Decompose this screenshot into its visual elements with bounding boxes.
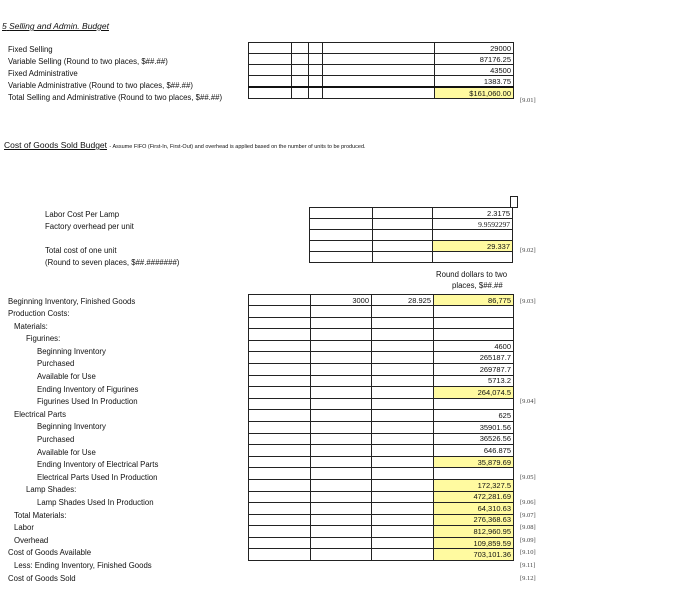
cogs-row-value[interactable]: 64,310.63 [434, 503, 514, 515]
empty-cell[interactable] [249, 537, 311, 549]
empty-cell[interactable] [249, 421, 311, 433]
cogs-row-label: Beginning Inventory [37, 422, 106, 432]
empty-cell[interactable] [309, 65, 323, 76]
empty-cell[interactable] [311, 387, 372, 399]
cogs-row-value[interactable]: 5713.2 [434, 375, 514, 387]
empty-cell[interactable] [249, 65, 292, 76]
cogs-row-value[interactable]: 4600 [434, 340, 514, 352]
total-unit-cost-note: (Round to seven places, $##.#######) [45, 258, 180, 267]
beginning-unit-cost[interactable]: 28.925 [372, 295, 434, 306]
empty-cell[interactable] [309, 43, 323, 54]
selling-admin-label: Total Selling and Administrative (Round to two places, $##.##) [8, 93, 223, 102]
round-note-line2: places, $##.## [452, 281, 503, 290]
empty-cell[interactable] [372, 306, 434, 318]
empty-cell[interactable] [372, 352, 434, 364]
empty-cell[interactable] [249, 398, 311, 410]
beginning-inventory-fg-label: Beginning Inventory, Finished Goods [8, 297, 136, 306]
empty-cell[interactable] [323, 43, 435, 54]
section-title: 5 Selling and Admin. Budget [2, 21, 109, 31]
empty-cell[interactable] [323, 54, 435, 65]
empty-cell[interactable] [372, 421, 434, 433]
selling-admin-value[interactable]: $161,060.00 [435, 87, 514, 99]
beginning-total[interactable]: 86,775 [434, 295, 514, 306]
cogs-row-value[interactable]: 35901.56 [434, 421, 514, 433]
empty-cell[interactable] [311, 537, 372, 549]
empty-cell[interactable] [323, 87, 435, 99]
unit-cost-grid [309, 207, 513, 263]
cogs-row-label: Cost of Goods Available [8, 548, 92, 558]
cogs-row-value[interactable]: 172,327.5 [434, 479, 514, 491]
empty-cell[interactable] [311, 456, 372, 468]
empty-cell[interactable] [292, 65, 309, 76]
cogs-row-label: Purchased [37, 359, 75, 369]
selling-admin-value[interactable]: 29000 [435, 43, 514, 54]
empty-cell[interactable] [372, 317, 434, 329]
empty-cell[interactable] [311, 549, 372, 561]
empty-cell[interactable] [372, 468, 434, 480]
cogs-row-label: Electrical Parts [14, 409, 66, 419]
labor-cost-value[interactable]: 2.3175 [433, 208, 513, 219]
selling-admin-label: Variable Administrative (Round to two places, $##.##) [8, 81, 193, 90]
cogs-note: - Assume FIFO (First-In, First-Out) and overhead is applied based on the number of units to be produced. [109, 144, 366, 150]
empty-cell[interactable] [309, 54, 323, 65]
cogs-row-label: Available for Use [37, 372, 96, 381]
empty-cell[interactable] [311, 329, 372, 341]
cogs-row-value[interactable]: 36526.56 [434, 433, 514, 445]
empty-cell[interactable] [292, 54, 309, 65]
empty-cell[interactable] [311, 421, 372, 433]
cogs-row-value[interactable] [434, 317, 514, 329]
empty-cell[interactable] [249, 456, 311, 468]
ref-9-01: [9.01] [520, 97, 536, 104]
cogs-row-value[interactable]: 703,101.36 [434, 549, 514, 561]
cogs-row-value[interactable]: 472,281.69 [434, 491, 514, 503]
cogs-row-label: Beginning Inventory [37, 346, 106, 356]
empty-cell[interactable] [309, 76, 323, 88]
cogs-row-label: Cost of Goods Sold [8, 573, 76, 583]
cogs-row-label: Electrical Parts Used In Production [37, 472, 158, 482]
empty-cell[interactable] [249, 76, 292, 88]
empty-cell[interactable] [249, 468, 311, 480]
cogs-row-label: Materials: [14, 321, 48, 331]
empty-cell[interactable] [309, 87, 323, 99]
empty-cell[interactable] [372, 549, 434, 561]
empty-cell[interactable] [372, 363, 434, 375]
empty-cell[interactable] [249, 549, 311, 561]
cogs-row-label: Figurines: [26, 334, 61, 344]
empty-cell[interactable] [311, 503, 372, 515]
selling-admin-value[interactable]: 43500 [435, 65, 514, 76]
cogs-row-ref: [9.10] [520, 549, 536, 557]
cogs-row-value[interactable]: 265187.7 [434, 352, 514, 364]
empty-cell[interactable] [249, 491, 311, 503]
empty-cell[interactable] [311, 306, 372, 318]
empty-cell[interactable] [311, 479, 372, 491]
empty-cell[interactable] [372, 398, 434, 410]
empty-cell[interactable] [292, 87, 309, 99]
cogs-row-value[interactable]: 276,368.63 [434, 514, 514, 526]
empty-cell[interactable] [249, 514, 311, 526]
empty-cell[interactable] [372, 387, 434, 399]
selling-admin-value[interactable]: 1383.75 [435, 76, 514, 88]
empty-cell[interactable] [372, 340, 434, 352]
empty-cell[interactable] [372, 410, 434, 422]
overhead-label: Factory overhead per unit [45, 222, 134, 231]
empty-cell[interactable] [372, 479, 434, 491]
empty-cell[interactable] [249, 479, 311, 491]
cogs-row-label: Overhead [14, 535, 49, 545]
empty-cell[interactable] [249, 340, 311, 352]
empty-cell[interactable] [372, 537, 434, 549]
cogs-header [4, 140, 366, 150]
selling-admin-grid [248, 42, 514, 99]
cogs-row-ref: [9.05] [520, 473, 536, 481]
cogs-row-value[interactable]: 264,074.5 [434, 387, 514, 399]
empty-cell[interactable] [372, 514, 434, 526]
empty-cell[interactable] [249, 526, 311, 538]
cogs-row-label: Total Materials: [14, 510, 67, 520]
empty-cell[interactable] [249, 387, 311, 399]
empty-cell[interactable] [323, 76, 435, 88]
cogs-row-label: Lamp Shades: [26, 485, 77, 495]
empty-cell[interactable] [372, 375, 434, 387]
empty-cell[interactable] [372, 329, 434, 341]
cogs-row-value[interactable]: 269787.7 [434, 363, 514, 375]
cogs-row-label: Purchased [37, 435, 75, 444]
cogs-row-value[interactable]: 646.875 [434, 445, 514, 457]
empty-cell[interactable] [372, 433, 434, 445]
cogs-row-label: Figurines Used In Production [37, 397, 138, 407]
cogs-row-label: Ending Inventory of Electrical Parts [37, 460, 159, 470]
empty-cell[interactable] [372, 445, 434, 457]
total-unit-cost-label: Total cost of one unit [45, 246, 117, 255]
empty-cell[interactable] [311, 317, 372, 329]
cogs-row-value[interactable]: 625 [434, 410, 514, 422]
empty-cell[interactable] [249, 433, 311, 445]
empty-cell[interactable] [249, 329, 311, 341]
selling-admin-value[interactable]: 87176.25 [435, 54, 514, 65]
empty-cell[interactable] [372, 491, 434, 503]
cogs-row-ref: [9.07] [520, 511, 536, 519]
empty-cell[interactable] [372, 526, 434, 538]
ref-9-03: [9.03] [520, 298, 536, 305]
empty-cell[interactable] [249, 54, 292, 65]
cogs-row-label: Labor [14, 523, 34, 533]
empty-cell[interactable] [311, 526, 372, 538]
cogs-row-value[interactable]: 35,879.69 [434, 456, 514, 468]
empty-cell[interactable] [311, 363, 372, 375]
empty-cell[interactable] [372, 503, 434, 515]
cogs-row-value[interactable] [434, 398, 514, 410]
selling-admin-label: Variable Selling (Round to two places, $##.##) [8, 57, 168, 66]
empty-cell[interactable] [311, 375, 372, 387]
beginning-units[interactable]: 3000 [311, 295, 372, 306]
cogs-row-value[interactable] [434, 329, 514, 341]
empty-cell[interactable] [249, 503, 311, 515]
empty-cell[interactable] [249, 352, 311, 364]
empty-cell[interactable] [292, 43, 309, 54]
cogs-row-value[interactable]: 812,960.95 [434, 526, 514, 538]
empty-cell[interactable] [372, 456, 434, 468]
cogs-row-label: Ending Inventory of Figurines [37, 384, 139, 394]
overhead-value[interactable]: 9.9592297 [433, 219, 513, 230]
cogs-grid [248, 294, 514, 561]
empty-cell[interactable] [311, 445, 372, 457]
cogs-row-value[interactable]: 109,859.59 [434, 537, 514, 549]
empty-cell[interactable] [249, 375, 311, 387]
round-note-line1: Round dollars to two [436, 270, 508, 279]
empty-cell[interactable] [249, 87, 292, 99]
cogs-row-label: Production Costs: [8, 309, 70, 318]
selling-admin-label: Fixed Selling [8, 45, 53, 54]
selling-admin-label: Fixed Administrative [8, 69, 78, 78]
cogs-row-ref: [9.11] [520, 562, 536, 569]
empty-cell[interactable] [249, 317, 311, 329]
cogs-row-ref: [9.04] [520, 398, 536, 406]
cogs-row-ref: [9.06] [520, 499, 536, 506]
empty-cell[interactable] [249, 445, 311, 457]
empty-cell[interactable] [311, 398, 372, 410]
cogs-row-value[interactable] [434, 306, 514, 318]
empty-cell[interactable] [249, 363, 311, 375]
empty-cell[interactable] [311, 491, 372, 503]
cogs-row-ref: [9.12] [520, 574, 536, 582]
empty-cell[interactable] [292, 76, 309, 88]
cogs-row-ref: [9.08] [520, 524, 536, 532]
cogs-row-value[interactable] [434, 468, 514, 480]
cogs-row-label: Less: Ending Inventory, Finished Goods [14, 561, 152, 570]
empty-cell[interactable] [249, 410, 311, 422]
cogs-row-label: Available for Use [37, 447, 96, 457]
empty-cell[interactable] [311, 340, 372, 352]
empty-cell[interactable] [311, 410, 372, 422]
empty-cell[interactable] [311, 514, 372, 526]
empty-cell[interactable] [249, 306, 311, 318]
ref-9-02: [9.02] [520, 247, 536, 254]
empty-cell[interactable] [323, 65, 435, 76]
cogs-title: Cost of Goods Sold Budget [4, 140, 108, 150]
labor-cost-label: Labor Cost Per Lamp [45, 210, 120, 219]
empty-cell[interactable] [311, 468, 372, 480]
cogs-row-ref: [9.09] [520, 536, 536, 544]
total-unit-cost-value[interactable]: 29.337 [433, 241, 513, 252]
cogs-row-label: Lamp Shades Used In Production [37, 498, 154, 507]
empty-cell[interactable] [249, 43, 292, 54]
empty-cell[interactable] [311, 433, 372, 445]
empty-cell[interactable] [311, 352, 372, 364]
